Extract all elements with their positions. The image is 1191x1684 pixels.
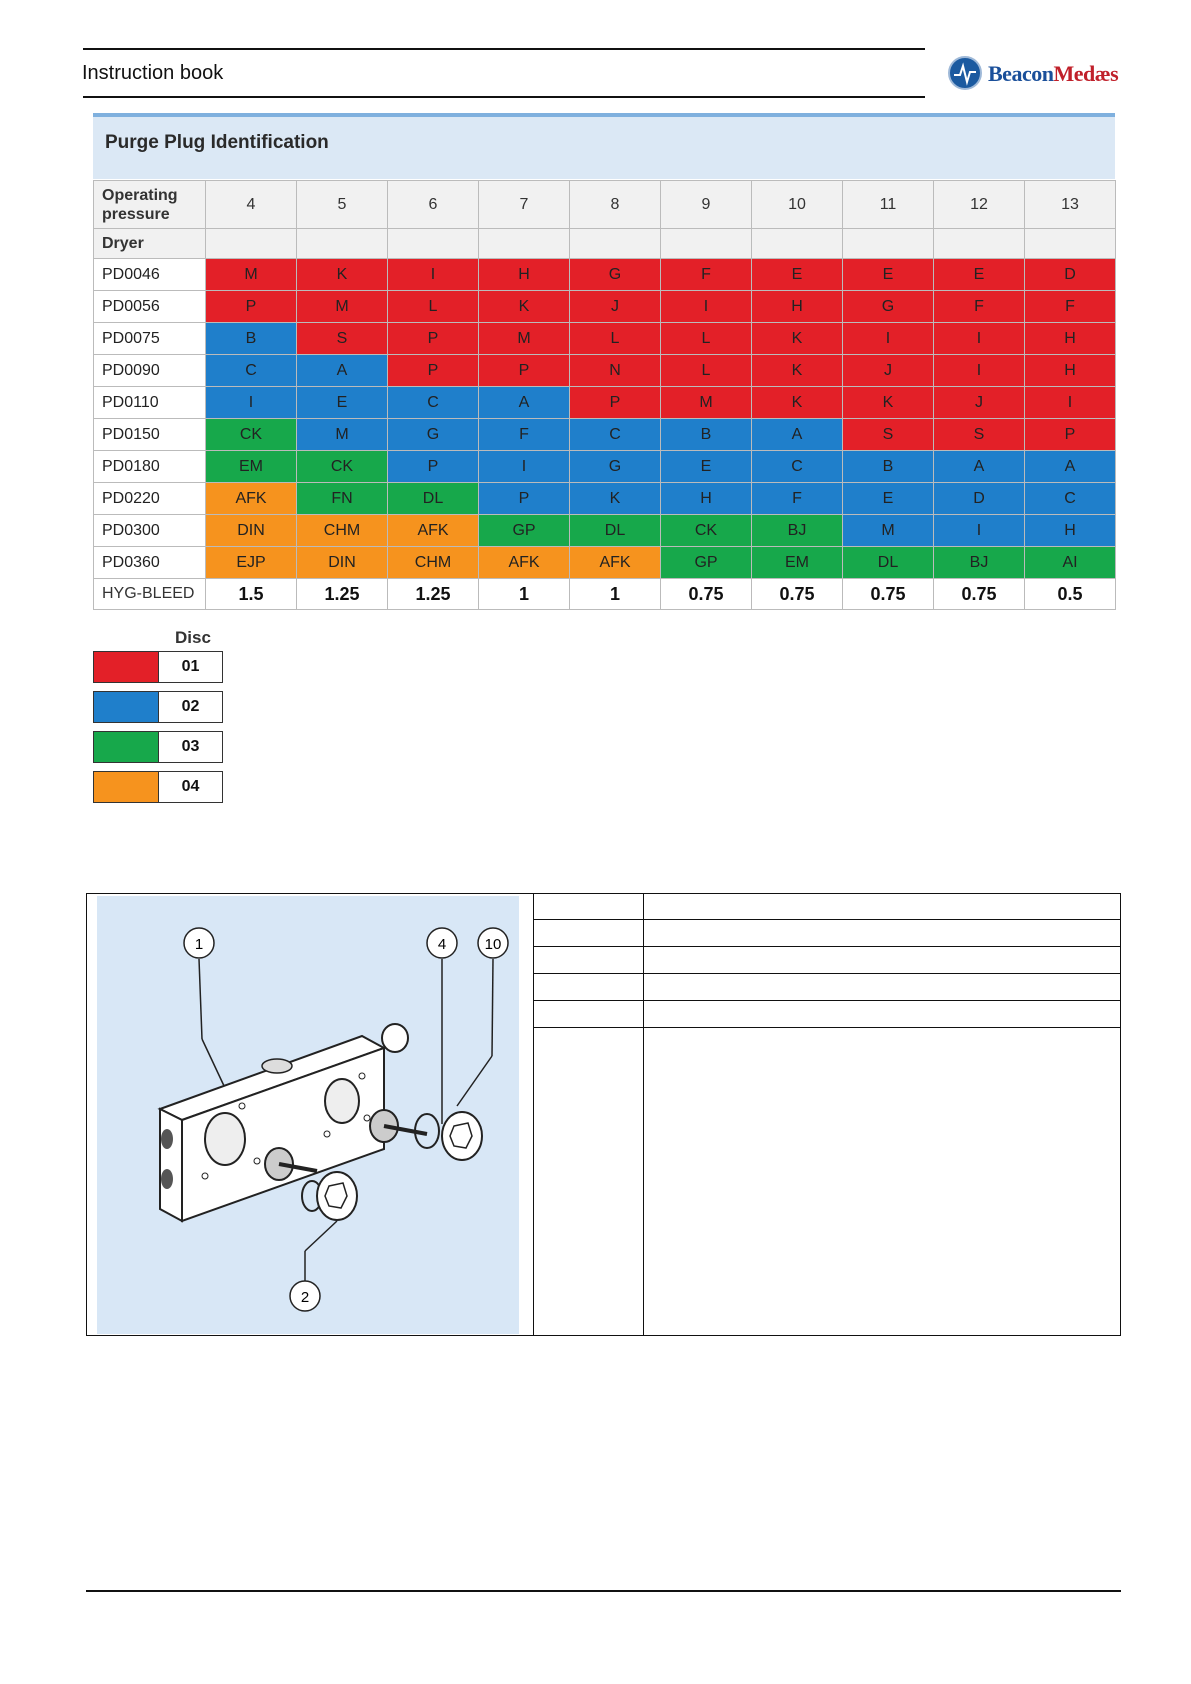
plug-code-cell: M (479, 323, 570, 355)
plug-code-cell: L (570, 323, 661, 355)
plug-code-cell: C (206, 355, 297, 387)
parts-row (533, 920, 1121, 947)
plug-code-cell: CHM (388, 547, 479, 579)
plug-code-cell: I (479, 451, 570, 483)
parts-row (533, 893, 1121, 920)
plug-code-cell: BJ (934, 547, 1025, 579)
plug-code-cell: G (843, 291, 934, 323)
pressure-header: 9 (661, 181, 752, 229)
plug-code-cell: K (752, 387, 843, 419)
pressure-header: 12 (934, 181, 1025, 229)
plug-code-cell: B (843, 451, 934, 483)
dryer-model: PD0180 (94, 451, 206, 483)
dryer-header-cell (570, 229, 661, 259)
purge-plug-table-body (94, 229, 1116, 610)
table-row (94, 451, 1116, 483)
purge-plug-title: Purge Plug Identification (105, 132, 329, 153)
plug-code-cell: CK (297, 451, 388, 483)
plug-code-cell: EJP (206, 547, 297, 579)
footer-rule (86, 1590, 1121, 1592)
plug-code-cell: AFK (388, 515, 479, 547)
plug-code-cell: C (752, 451, 843, 483)
operating-pressure-label: Operating pressure (94, 181, 206, 229)
legend-swatch (94, 652, 159, 682)
logo-mark-icon (948, 56, 982, 90)
pressure-header: 8 (570, 181, 661, 229)
pressure-header-row (94, 181, 1116, 229)
svg-text:10: 10 (484, 936, 502, 953)
plug-code-cell: I (388, 259, 479, 291)
legend-title: Disc (175, 628, 211, 647)
plug-code-cell: L (661, 323, 752, 355)
legend-swatch (94, 732, 159, 762)
plug-code-cell: M (297, 419, 388, 451)
header-bottom-rule (83, 96, 925, 98)
plug-code-cell: BJ (752, 515, 843, 547)
callout-4 (427, 928, 457, 958)
plug-code-cell: J (570, 291, 661, 323)
plug-code-cell: P (388, 355, 479, 387)
dryer-header-cell (752, 229, 843, 259)
plug-code-cell: I (934, 515, 1025, 547)
plug-code-cell: CHM (297, 515, 388, 547)
plug-code-cell: G (570, 259, 661, 291)
plug-code-cell: C (1025, 483, 1116, 515)
parts-row (533, 947, 1121, 974)
dryer-header-cell (934, 229, 1025, 259)
purge-plug-table-card (93, 113, 1115, 613)
legend-label: 04 (181, 778, 200, 795)
table-row (94, 355, 1116, 387)
parts-list-table (533, 893, 1121, 1336)
plug-code-cell: E (297, 387, 388, 419)
plug-code-cell: DIN (206, 515, 297, 547)
hyg-bleed-value: 0.75 (843, 579, 934, 610)
plug-code-cell: P (479, 483, 570, 515)
plug-code-cell: E (934, 259, 1025, 291)
dryer-header-cell (843, 229, 934, 259)
dryer-model: PD0075 (94, 323, 206, 355)
legend-swatch (94, 772, 159, 802)
callout-1 (184, 928, 214, 958)
dryer-model: PD0360 (94, 547, 206, 579)
plug-code-cell: I (934, 355, 1025, 387)
callout-2 (290, 1281, 320, 1311)
plug-code-cell: A (479, 387, 570, 419)
parts-row (533, 974, 1121, 1001)
plug-code-cell: DIN (297, 547, 388, 579)
dryer-header-cell (297, 229, 388, 259)
plug-code-cell: F (661, 259, 752, 291)
plug-code-cell: F (1025, 291, 1116, 323)
plug-code-cell: A (1025, 451, 1116, 483)
plug-code-cell: G (570, 451, 661, 483)
plug-code-cell: B (661, 419, 752, 451)
legend-swatch (94, 692, 159, 722)
dryer-model: PD0220 (94, 483, 206, 515)
plug-code-cell: DL (570, 515, 661, 547)
plug-code-cell: H (1025, 323, 1116, 355)
plug-code-cell: A (752, 419, 843, 451)
dryer-header-cell (661, 229, 752, 259)
hyg-bleed-value: 0.75 (752, 579, 843, 610)
plug-code-cell: K (752, 355, 843, 387)
brand-logo (948, 54, 1128, 94)
callout-10 (478, 928, 508, 958)
plug-code-cell: P (206, 291, 297, 323)
logo-text: BeaconMedæs (988, 61, 1119, 86)
table-row (94, 387, 1116, 419)
table-row (94, 419, 1116, 451)
plug-code-cell: EM (206, 451, 297, 483)
hyg-bleed-label: HYG-BLEED (94, 579, 206, 610)
plug-code-cell: DL (843, 547, 934, 579)
plug-code-cell: I (206, 387, 297, 419)
dryer-label: Dryer (94, 229, 206, 259)
plug-code-cell: D (1025, 259, 1116, 291)
plug-code-cell: K (570, 483, 661, 515)
hyg-bleed-value: 1 (479, 579, 570, 610)
plug-code-cell: K (479, 291, 570, 323)
plug-code-cell: M (661, 387, 752, 419)
plug-code-cell: N (570, 355, 661, 387)
plug-code-cell: I (1025, 387, 1116, 419)
purge-plug-title-band (93, 113, 1115, 179)
dryer-header-cell (388, 229, 479, 259)
dryer-model: PD0150 (94, 419, 206, 451)
plug-code-cell: P (1025, 419, 1116, 451)
plug-code-cell: P (570, 387, 661, 419)
plug-code-cell: J (843, 355, 934, 387)
dryer-header-cell (206, 229, 297, 259)
plug-code-cell: AFK (206, 483, 297, 515)
hyg-bleed-value: 1.25 (388, 579, 479, 610)
table-row (94, 259, 1116, 291)
plug-code-cell: I (661, 291, 752, 323)
plug-code-cell: AFK (479, 547, 570, 579)
plug-code-cell: AFK (570, 547, 661, 579)
plug-code-cell: F (934, 291, 1025, 323)
plug-code-cell: K (752, 323, 843, 355)
dryer-header-row (94, 229, 1116, 259)
plug-code-cell: E (661, 451, 752, 483)
dryer-header-cell (1025, 229, 1116, 259)
table-row (94, 291, 1116, 323)
legend-item (93, 691, 223, 723)
plug-code-cell: L (388, 291, 479, 323)
svg-text:1: 1 (194, 936, 204, 953)
purge-plug-table (93, 180, 1116, 610)
plug-code-cell: M (206, 259, 297, 291)
dryer-model: PD0300 (94, 515, 206, 547)
pressure-header: 13 (1025, 181, 1116, 229)
plug-code-cell: H (752, 291, 843, 323)
legend-label: 01 (181, 658, 200, 675)
plug-code-cell: AI (1025, 547, 1116, 579)
table-row (94, 515, 1116, 547)
plug-code-cell: S (934, 419, 1025, 451)
table-row (94, 323, 1116, 355)
svg-text:4: 4 (437, 936, 447, 953)
plug-code-cell: P (388, 323, 479, 355)
plug-code-cell: H (661, 483, 752, 515)
plug-code-cell: E (752, 259, 843, 291)
plug-code-cell: CK (661, 515, 752, 547)
hyg-bleed-value: 0.5 (1025, 579, 1116, 610)
plug-code-cell: L (661, 355, 752, 387)
plug-code-cell: G (388, 419, 479, 451)
plug-code-cell: J (934, 387, 1025, 419)
plug-code-cell: CK (206, 419, 297, 451)
legend-item (93, 771, 223, 803)
pressure-header: 10 (752, 181, 843, 229)
legend-label: 02 (181, 698, 200, 715)
plug-code-cell: C (570, 419, 661, 451)
document-title: Instruction book (82, 62, 224, 84)
plug-code-cell: H (479, 259, 570, 291)
dryer-model: PD0090 (94, 355, 206, 387)
pressure-header: 6 (388, 181, 479, 229)
plug-code-cell: DL (388, 483, 479, 515)
plug-code-cell: K (843, 387, 934, 419)
plug-code-cell: I (934, 323, 1025, 355)
legend-label: 03 (181, 738, 200, 755)
plug-code-cell: GP (661, 547, 752, 579)
parts-row (533, 1001, 1121, 1028)
hyg-bleed-value: 0.75 (661, 579, 752, 610)
legend-item (93, 651, 223, 683)
plug-code-cell: C (388, 387, 479, 419)
hyg-bleed-value: 1.25 (297, 579, 388, 610)
svg-text:2: 2 (300, 1289, 310, 1306)
plug-code-cell: E (843, 259, 934, 291)
purge-plug-assembly-figure (86, 893, 1121, 1336)
dryer-model: PD0056 (94, 291, 206, 323)
hyg-bleed-value: 0.75 (934, 579, 1025, 610)
plug-code-cell: H (1025, 355, 1116, 387)
plug-code-cell: A (297, 355, 388, 387)
pressure-header: 7 (479, 181, 570, 229)
plug-code-cell: P (479, 355, 570, 387)
plug-code-cell: H (1025, 515, 1116, 547)
plug-code-cell: F (752, 483, 843, 515)
table-row (94, 547, 1116, 579)
hyg-bleed-value: 1 (570, 579, 661, 610)
table-row (94, 483, 1116, 515)
plug-code-cell: B (206, 323, 297, 355)
dryer-header-cell (479, 229, 570, 259)
dryer-model: PD0046 (94, 259, 206, 291)
plug-code-cell: P (388, 451, 479, 483)
pressure-header: 5 (297, 181, 388, 229)
plug-code-cell: I (843, 323, 934, 355)
plug-code-cell: M (843, 515, 934, 547)
plug-code-cell: S (297, 323, 388, 355)
plug-code-cell: E (843, 483, 934, 515)
plug-code-cell: EM (752, 547, 843, 579)
plug-code-cell: K (297, 259, 388, 291)
plug-code-cell: M (297, 291, 388, 323)
legend-item (93, 731, 223, 763)
pressure-header: 4 (206, 181, 297, 229)
plug-code-cell: GP (479, 515, 570, 547)
pressure-header: 11 (843, 181, 934, 229)
purge-block-exploded-drawing (97, 896, 519, 1334)
hyg-bleed-row (94, 579, 1116, 610)
plug-code-cell: A (934, 451, 1025, 483)
plug-code-cell: S (843, 419, 934, 451)
plug-code-cell: D (934, 483, 1025, 515)
plug-code-cell: F (479, 419, 570, 451)
dryer-model: PD0110 (94, 387, 206, 419)
header-top-rule (83, 48, 925, 50)
plug-code-cell: FN (297, 483, 388, 515)
hyg-bleed-value: 1.5 (206, 579, 297, 610)
